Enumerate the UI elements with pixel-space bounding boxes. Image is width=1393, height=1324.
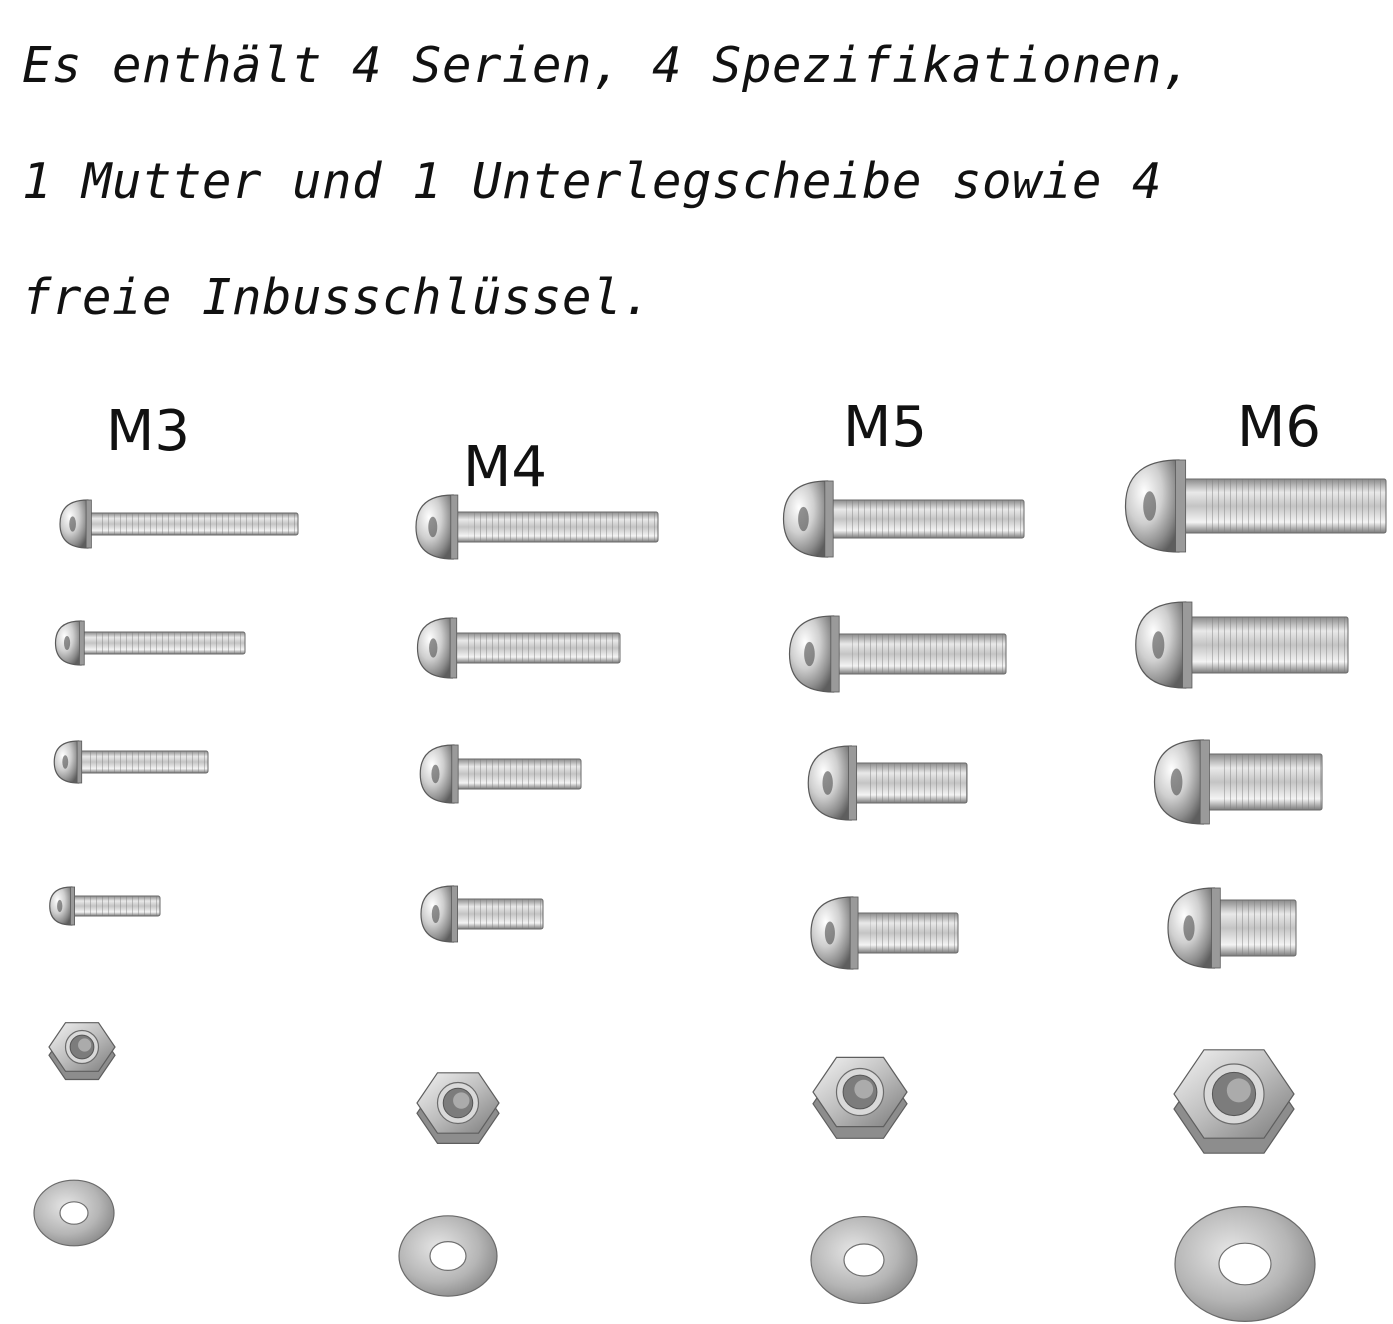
description-line-2: 1 Mutter und 1 Unterlegscheibe sowie 4: [22, 153, 1163, 210]
description-line-3: freie Inbusschlüssel.: [22, 269, 653, 326]
nuts-group: [49, 1023, 1294, 1153]
nut-m5: [813, 1057, 907, 1138]
series-label-m3: M3: [106, 399, 190, 464]
description-line-1: Es enthält 4 Serien, 4 Spezifikationen,: [22, 37, 1193, 94]
bolt-m4-2: [418, 618, 621, 678]
bolt-m6-3: [1155, 740, 1323, 824]
bolt-m3-3: [54, 741, 208, 783]
bolt-m4-4: [421, 886, 543, 942]
nut-m3: [49, 1023, 115, 1080]
series-label-m6: M6: [1237, 395, 1321, 460]
bolts-group: [50, 460, 1386, 969]
bolt-m5-3: [808, 746, 967, 820]
nut-m4: [417, 1073, 499, 1144]
bolt-m5-2: [790, 616, 1007, 692]
bolt-m3-1: [60, 500, 298, 548]
bolt-m4-3: [420, 745, 581, 803]
bolt-m5-4: [811, 897, 958, 969]
bolt-m4-1: [416, 495, 658, 559]
nut-m6: [1174, 1050, 1294, 1153]
washer-m4: [399, 1216, 497, 1296]
series-label-m5: M5: [843, 395, 927, 460]
bolt-m6-4: [1168, 888, 1296, 968]
bolt-m5-1: [784, 481, 1025, 557]
bolt-m6-2: [1136, 602, 1348, 688]
washer-m6: [1175, 1207, 1315, 1322]
washer-m3: [34, 1180, 114, 1246]
bolt-m6-1: [1126, 460, 1387, 552]
bolt-m3-4: [50, 887, 160, 925]
washer-m5: [811, 1217, 917, 1304]
series-label-m4: M4: [463, 435, 547, 500]
washers-group: [34, 1180, 1315, 1321]
bolt-m3-2: [56, 621, 246, 665]
